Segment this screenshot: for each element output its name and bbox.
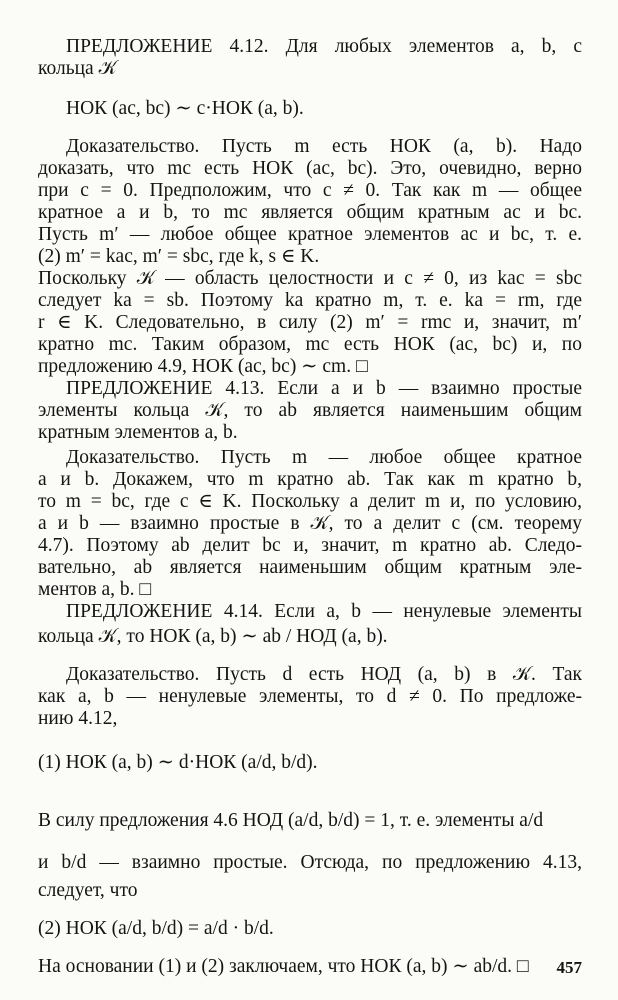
text-line: вательно, ab является наименьшим общим кратным эле- [38, 557, 582, 578]
formula-line: НОК (ac, bc) ∼ c·НОК (a, b). [66, 98, 304, 119]
text-line: (2) m′ = kac, m′ = sbc, где k, s ∈ K. [38, 246, 320, 267]
text-line: Доказательство. Пусть d есть НОД (a, b) в 𝒦. Так [66, 664, 582, 685]
text-line: при c = 0. Предположим, что c ≠ 0. Так как m — общее [38, 180, 582, 201]
text-line: r ∈ K. Следовательно, в силу (2) m′ = rmc и, значит, m′ [38, 312, 582, 333]
text-line: В силу предложения 4.6 НОД (a/d, b/d) = 1, т. е. элементы a/d [38, 810, 544, 831]
text-line: Пусть m′ — любое общее кратное элементов ac и bc, т. е. [38, 224, 582, 245]
text-line: кратно mc. Таким образом, mc есть НОК (ac, bc) и, по [38, 334, 582, 355]
page-number: 457 [556, 958, 582, 977]
text-line: кратным элементов a, b. [38, 422, 238, 443]
text-line: ПРЕДЛОЖЕНИЕ 4.14. Если a, b — ненулевые элементы [66, 601, 582, 622]
text-line: Доказательство. Пусть m есть НОК (a, b). Надо [66, 136, 582, 157]
text-line: На основании (1) и (2) заключаем, что НОК (a, b) ∼ ab/d. □ [38, 956, 529, 977]
formula-line: (1) НОК (a, b) ∼ d·НОК (a/d, b/d). [38, 752, 318, 773]
text-line: элементы кольца 𝒦, то ab является наименьшим общим [38, 400, 582, 421]
text-line: предложению 4.9, НОК (ac, bc) ∼ cm. □ [38, 356, 368, 377]
text-line: нию 4.12, [38, 708, 118, 729]
text-line: ментов a, b. □ [38, 579, 152, 600]
text-line: то m = bc, где c ∈ K. Поскольку a делит m и, по условию, [38, 491, 582, 512]
text-line: кольца 𝒦, то НОК (a, b) ∼ ab / НОД (a, b). [38, 626, 388, 647]
text-line: 4.7). Поэтому ab делит bc и, значит, m кратно ab. Следо- [38, 535, 582, 556]
text-line: кратное a и b, то mc является общим кратным ac и bc. [38, 202, 582, 223]
formula-line: (2) НОК (a/d, b/d) = a/d · b/d. [38, 918, 274, 939]
text-line: как a, b — ненулевые элементы, то d ≠ 0. По предложе- [38, 686, 582, 707]
text-line: a и b. Докажем, что m кратно ab. Так как m кратно b, [38, 469, 582, 490]
text-line: и b/d — взаимно простые. Отсюда, по предложению 4.13, [38, 852, 582, 873]
text-line: следует ka = sb. Поэтому ka кратно m, т. е. ka = rm, где [38, 290, 582, 311]
text-line: ПРЕДЛОЖЕНИЕ 4.12. Для любых элементов a, b, c [66, 36, 582, 57]
text-line: Поскольку 𝒦 — область целостности и c ≠ 0, из kac = sbc [38, 268, 582, 289]
text-line: доказать, что mc есть НОК (ac, bc). Это, очевидно, верно [38, 158, 582, 179]
text-line: a и b — взаимно простые в 𝒦, то a делит c (см. теорему [38, 513, 582, 534]
text-line: следует, что [38, 880, 138, 901]
text-line: Доказательство. Пусть m — любое общее кратное [66, 447, 582, 468]
text-line: ПРЕДЛОЖЕНИЕ 4.13. Если a и b — взаимно простые [66, 378, 582, 399]
text-line: кольца 𝒦 [38, 58, 117, 79]
